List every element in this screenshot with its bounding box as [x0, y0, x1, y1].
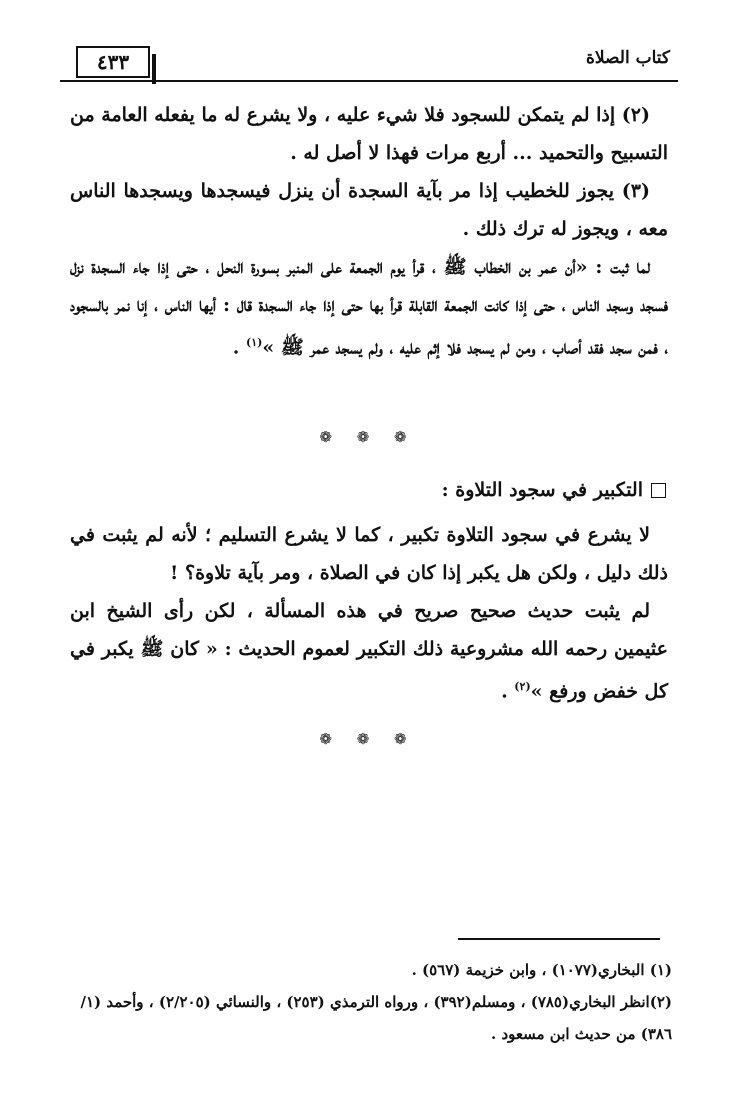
omar-hadith-end: .: [232, 336, 247, 359]
header-rule: [60, 80, 678, 82]
section-two: [70, 516, 668, 710]
paragraph-omar-hadith: [70, 248, 668, 366]
footnote-1: (١) البخاري(١٠٧٧) ، وابن خزيمة (٥٦٧) .: [411, 961, 672, 979]
paragraph-3: (٣) يجوز للخطيب إذا مر بآية السجدة أن ينزل فيسجدها ويسجدها الناس معه ، ويجوز له ترك ذلك .: [70, 180, 668, 240]
footnote-ref-2: (٢): [514, 680, 531, 693]
section-one: [70, 96, 668, 366]
section-heading: [442, 479, 666, 501]
paragraph-2: (٢) إذا لم يتمكن للسجود فلا شيء عليه ، ولا يشرع له ما يفعله العامة من التسبيح والتحميد ... أربع مرات فهذا لا أصل له .: [70, 104, 668, 164]
heading-box-icon: [651, 483, 666, 498]
section-separator: ❁ ❁ ❁: [319, 428, 417, 446]
takbir-paragraph: لا يشرع في سجود التلاوة تكبير ، كما لا يشرع التسليم ؛ لأنه لم يثبت في ذلك دليل ، ولكن هل يكبر إذا كان في الصلاة ، ومر بآية تلاوة؟ !: [70, 524, 668, 584]
chapter-title: كتاب الصلاة: [585, 48, 670, 68]
ibn-uthaymeen-paragraph: [70, 592, 668, 710]
ibn-uthaymeen-text: لم يثبت حديث صحيح صريح في هذه المسألة ، لكن رأى الشيخ ابن عثيمين رحمه الله مشروعية ذلك التكبير لعموم الحديث : « كان ﷺ يكبر في كل خفض ورفع »: [70, 600, 668, 703]
page-header: [60, 38, 678, 82]
footnote-2: (٢)انظر البخاري(٧٨٥) ، ومسلم(٣٩٢) ، ورواه الترمذي (٢٥٣) ، والنسائي (٢/٢٠٥) ، وأحمد (١/ ٣٨٦) من حديث ابن مسعود .: [80, 993, 672, 1043]
footnotes: [66, 954, 672, 1050]
section-separator-2: ❁ ❁ ❁: [319, 730, 417, 748]
footnote-rule: [458, 938, 660, 940]
heading-text: التكبير في سجود التلاوة :: [441, 479, 643, 501]
footnote-ref-1: (١): [246, 336, 263, 349]
page-number: ٤٣٣: [76, 46, 150, 78]
ibn-uthaymeen-end: .: [501, 680, 515, 703]
omar-hadith-text: لما ثبت : «أن عمر بن الخطاب ﷺ ، قرأ يوم الجمعة على المنبر بسورة النحل ، حتى إذا جاء السجدة نزل فسجد وسجد الناس ، حتى إذا كانت الجمعة القابلة قرأ بها حتى إذا جاء السجدة قال : أيها الناس ، إنا نمر بالسجود ، فمن سجد فقد أصاب ، ومن لم يسجد فلا إثم عليه ، ولم يسجد عمر ﷺ »: [70, 256, 668, 359]
